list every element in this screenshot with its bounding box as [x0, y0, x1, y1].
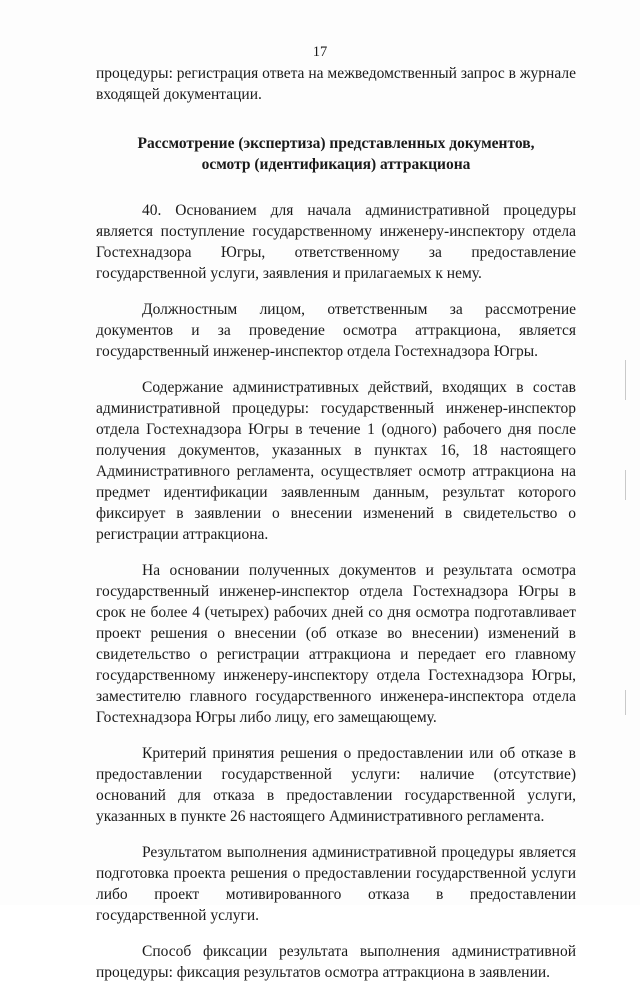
- section-heading: [96, 133, 576, 175]
- paragraph-decision-criteria: Критерий принятия решения о предоставлении или об отказе в предоставлении государственной услуги: наличие (отсутствие) оснований для отказа в предоставлении государственной услуги, указанных в пункте 26 настоящего Административного регламента.: [96, 745, 576, 825]
- paragraph-fixation-method: Способ фиксации результата выполнения административной процедуры: фиксация результатов осмотра аттракциона в заявлении.: [96, 943, 576, 981]
- paragraph-40: 40. Основанием для начала административной процедуры является поступление государственному инженеру-инспектору отдела Гостехнадзора Югры, ответственному за предоставление государственной услуги, заявления и прилагаемых к нему.: [96, 202, 576, 282]
- scan-edge-mark: [625, 690, 626, 715]
- scan-edge-mark: [625, 360, 626, 400]
- section-heading-line-1: Рассмотрение (экспертиза) представленных документов,: [137, 135, 535, 152]
- section-heading-line-2: осмотр (идентификация) аттракциона: [201, 156, 471, 173]
- paragraph-actions-content: Содержание административных действий, входящих в состав административной процедуры: государственный инженер-инспектор отдела Гостехнадзора Югры в течение 1 (одного) рабочего дня после получения документов, указанных в пунктах 16, 18 настоящего Административного регламента, осуществляет осмотр аттракциона на предмет идентификации заявленным данным, результат которого фиксирует в заявлении о внесении изменений в свидетельство о регистрации аттракциона.: [96, 379, 576, 543]
- paragraph-responsible-person: Должностным лицом, ответственным за рассмотрение документов и за проведение осмотра аттракциона, является государственный инженер-инспектор отдела Гостехнадзора Югры.: [96, 301, 576, 360]
- document-body: [96, 63, 576, 983]
- paragraph-result: Результатом выполнения административной процедуры является подготовка проекта решения о предоставлении государственной услуги либо проект мотивированного отказа в предоставлении государственной услуги.: [96, 844, 576, 924]
- page-number: 17: [312, 44, 328, 60]
- paragraph-decision-draft: На основании полученных документов и результата осмотра государственный инженер-инспектор отдела Гостехнадзора Югры в срок не более 4 (четырех) рабочих дней со дня осмотра подготавливает проект решения о внесении (об отказе во внесении) изменений в свидетельство о регистрации аттракциона и передает его главному государственному инженеру-инспектору отдела Гостехнадзора Югры, заместителю главного государственного инженера-инспектора отдела Гостехнадзора Югры либо лицу, его замещающему.: [96, 562, 576, 726]
- intro-paragraph: процедуры: регистрация ответа на межведомственный запрос в журнале входящей документации.: [96, 65, 576, 103]
- scan-edge-mark: [625, 470, 626, 500]
